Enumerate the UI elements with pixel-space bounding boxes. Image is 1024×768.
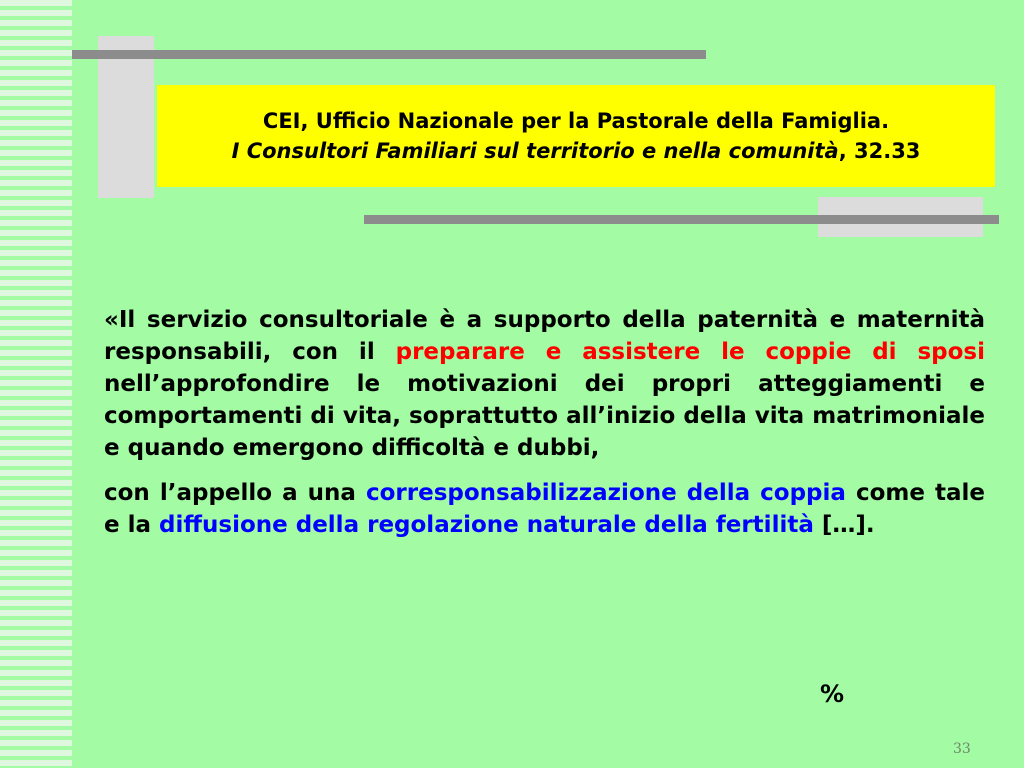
- quote-paragraph-2: [104, 477, 985, 541]
- p2-text-start: con l’appello a una: [104, 480, 366, 506]
- p2-text-end: […].: [813, 512, 875, 538]
- page-number: 33: [953, 741, 971, 757]
- decorative-line-bottom: [364, 215, 999, 224]
- title-box: [157, 85, 995, 187]
- quote-body: [104, 304, 985, 554]
- percent-symbol: %: [820, 680, 845, 708]
- p2-text-middle: come tale e la: [104, 480, 985, 538]
- decorative-gray-block-left: [98, 36, 154, 198]
- p1-text-start: «Il servizio consultoriale è a supporto della paternità e maternità responsabili, con il: [104, 307, 985, 365]
- quote-paragraph-1: [104, 304, 985, 464]
- p2-highlight-blue-1: corresponsabilizzazione della coppia: [366, 480, 846, 506]
- p2-highlight-blue-2: diffusione della regolazione naturale della fertilità: [159, 512, 814, 538]
- title-line-2: [232, 136, 921, 166]
- title-page-ref: , 32.33: [838, 139, 921, 163]
- decorative-stripes: [0, 0, 72, 768]
- p1-highlight-red: preparare e assistere le coppie di sposi: [395, 339, 985, 365]
- p1-text-end: nell’approfondire le motivazioni dei propri atteggiamenti e comportamenti di vita, soprattutto all’inizio della vita matrimoniale e quando emergono difficoltà e dubbi,: [104, 371, 985, 461]
- title-book-name: I Consultori Familiari sul territorio e nella comunità: [231, 139, 839, 163]
- decorative-line-top: [72, 50, 706, 59]
- title-line-1: CEI, Ufficio Nazionale per la Pastorale della Famiglia.: [262, 108, 890, 133]
